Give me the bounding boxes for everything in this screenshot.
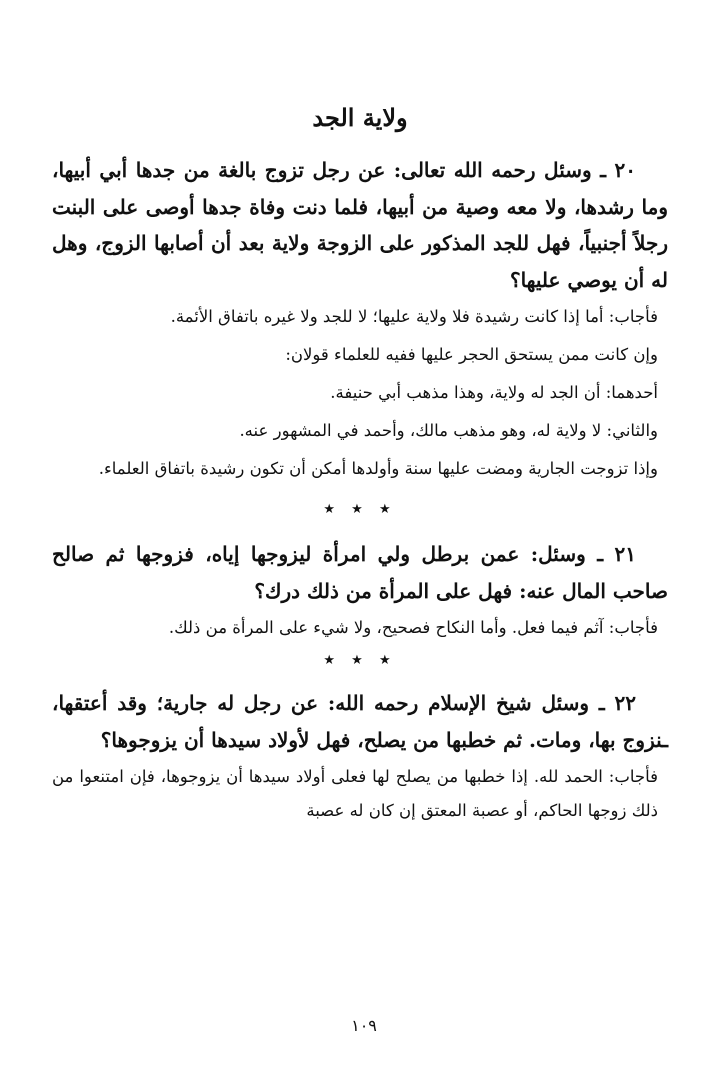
answer-text: فأجاب: أما إذا كانت رشيدة فلا ولاية عليها؛ لا للجد ولا غيره باتفاق الأئمة. — [170, 307, 658, 326]
page-number: ١٠٩ — [351, 1016, 377, 1035]
answer-paragraph: وإذا تزوجت الجارية ومضت عليها سنة وأولدها أمكن أن تكون رشيدة باتفاق العلماء. — [98, 459, 658, 478]
answer-text: فأجاب: الحمد لله. إذا خطبها من يصلح لها فعلى أولاد سيدها أن يزوجوها، فإن امتنعوا من ذلك زوجها الحاكم، أو عصبة المعتق إن كان له عصبة — [52, 767, 658, 820]
fatwa-section-21 — [52, 536, 668, 645]
answer-paragraph: وإن كانت ممن يستحق الحجر عليها ففيه للعلماء قولان: — [285, 345, 658, 364]
answer-paragraph: أحدهما: أن الجد له ولاية، وهذا مذهب أبي حنيفة. — [330, 383, 658, 402]
answer-paragraph: والثاني: لا ولاية له، وهو مذهب مالك، وأحمد في المشهور عنه. — [239, 421, 658, 440]
page-title: ولاية الجد — [312, 103, 408, 132]
question-text: ٢٢ ـ وسئل شيخ الإسلام رحمه الله: عن رجل له جارية؛ وقد أعتقها، ـنزوج بها، ومات. ثم خطبها من يصلح، فهل لأولاد سيدها أن يزوجوها؟ — [52, 691, 668, 752]
question-text: ٢١ ـ وسئل: عمن برطل ولي امرأة ليزوجها إياه، فزوجها ثم صالح صاحب المال عنه: فهل على المرأة من ذلك درك؟ — [52, 542, 668, 603]
section-separator: ★ ★ ★ — [323, 502, 397, 517]
fatwa-section-20 — [52, 152, 668, 486]
answer-text: فأجاب: آثم فيما فعل. وأما النكاح فصحيح، ولا شيء على المرأة من ذلك. — [168, 618, 658, 637]
fatwa-section-22 — [52, 685, 668, 828]
section-separator: ★ ★ ★ — [323, 653, 397, 668]
question-text: ٢٠ ـ وسئل رحمه الله تعالى: عن رجل تزوج بالغة من جدها أبي أبيها، وما رشدها، ولا معه وصية من أبيها، فلما دنت وفاة جدها أوصى على البنت رجلاً أجنبياً، فهل للجد المذكور على الزوجة ولاية بعد أن أصابها الزوج، وهل له أن يوصي عليها؟ — [52, 158, 668, 292]
